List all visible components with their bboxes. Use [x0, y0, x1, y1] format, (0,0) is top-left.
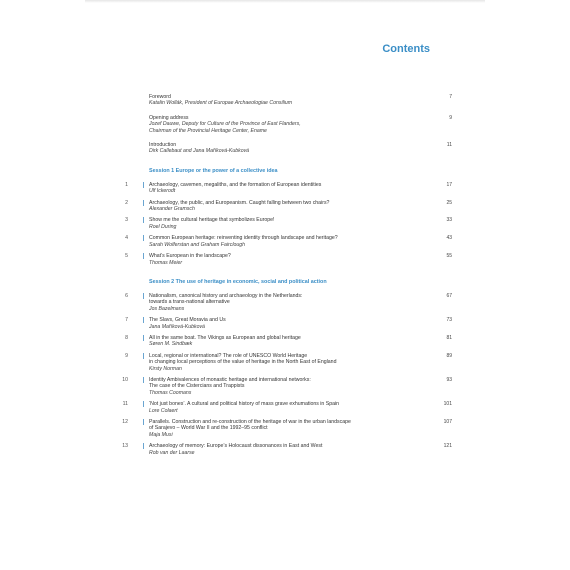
entry-divider-bar — [143, 253, 144, 259]
page-edge-shadow — [85, 0, 485, 3]
entry-author: Roel During — [149, 223, 177, 230]
entry-title-line: Archaeology, cavemen, megaliths, and the formation of European identities — [149, 181, 322, 188]
entry-divider-bar — [143, 200, 144, 206]
entry-page-number: 43 — [446, 235, 452, 242]
entry-author: Kirsty Norman — [149, 365, 182, 372]
entry-title-line: Introduction — [149, 142, 177, 149]
entry-body — [130, 182, 452, 195]
entry-author: Jana Maříková-Kubková — [149, 323, 205, 330]
entry-divider-bar — [143, 377, 144, 383]
entry-number: 3 — [125, 217, 128, 224]
entry-title-line: Parallels. Construction and re-construction of the heritage of war in the urban landscape — [149, 419, 351, 425]
page-title: Contents — [382, 43, 430, 55]
toc-entry — [122, 401, 452, 414]
entry-page-number: 73 — [446, 317, 452, 324]
entry-body — [130, 200, 452, 213]
entry-page-number: 81 — [446, 334, 452, 341]
entry-number: 7 — [125, 317, 128, 324]
toc-entry — [125, 334, 452, 348]
toc-entry — [122, 376, 452, 396]
table-of-contents — [122, 94, 452, 461]
entry-page-number: 121 — [443, 443, 452, 450]
entry-body — [130, 335, 452, 348]
entry-author: Maja Musi — [149, 431, 173, 438]
entry-page-number: 33 — [446, 217, 452, 224]
entry-title-line: The case of the Cistercians and Trappists — [149, 383, 245, 390]
entry-divider-bar — [143, 235, 144, 241]
entry-divider-bar — [143, 353, 144, 359]
entry-body — [130, 443, 452, 456]
entry-page-number: 93 — [446, 376, 452, 383]
entry-author: Søren M. Sindbæk — [149, 341, 193, 348]
entry-author: Jos Bazelmans — [149, 305, 185, 312]
entry-title-line: of Sarajevo – World War II and the 1992–95 conflict — [149, 425, 268, 432]
entry-title-line: Show me the cultural heritage that symbolizes Europe! — [149, 217, 275, 224]
session-heading: Session 2 The use of heritage in economic, social and political action — [149, 278, 327, 285]
toc-entry — [125, 253, 452, 266]
entry-number: 13 — [122, 443, 128, 450]
toc-entry — [125, 317, 452, 330]
entry-number: 1 — [125, 181, 128, 188]
entry-title-line: What’s European in the landscape? — [149, 253, 231, 260]
entry-title-line: Identity Ambivalences of monastic heritage and international networks: — [149, 376, 311, 383]
entry-author: Alexander Gramsch — [149, 206, 195, 213]
entry-title-line: Chairman of the Provincial Heritage Center, Ename — [149, 127, 267, 134]
entry-page-number: 7 — [449, 94, 452, 100]
entry-page-number: 11 — [446, 142, 452, 149]
entry-body — [130, 419, 452, 438]
entry-divider-bar — [143, 317, 144, 323]
entry-body — [130, 253, 452, 266]
entry-title-line: Archaeology of memory: Europe’s Holocaust dissonances in East and West — [149, 443, 323, 450]
session-heading: Session 1 Europe or the power of a collective idea — [149, 167, 278, 174]
entry-title-line: All in the same boat. The Vikings as European and global heritage — [149, 334, 301, 341]
entry-page-number: 55 — [446, 253, 452, 260]
entry-divider-bar — [143, 293, 144, 299]
entry-number: 4 — [125, 235, 128, 242]
entry-title-line: Opening address — [149, 114, 189, 121]
entry-number: 6 — [125, 292, 128, 299]
toc-entry — [125, 217, 452, 230]
entry-body — [130, 377, 452, 396]
entry-body — [130, 293, 452, 312]
toc-entry — [130, 115, 452, 134]
entry-author: Rob van der Laarse — [149, 449, 195, 456]
entry-title-line: The Slavs, Great Moravia and Us — [149, 317, 226, 324]
entry-number: 12 — [122, 419, 128, 425]
entry-author: Lore Colaert — [149, 407, 178, 414]
entry-body — [130, 217, 452, 230]
entry-author: Thomas Coomans — [149, 389, 192, 396]
toc-entry — [125, 235, 452, 248]
entry-divider-bar — [143, 335, 144, 341]
entry-body — [130, 235, 452, 248]
entry-divider-bar — [143, 217, 144, 223]
entry-number: 8 — [125, 334, 128, 341]
entry-author: Dirk Callebaut and Jana Maříková-Kubková — [149, 148, 250, 155]
toc-entry — [122, 443, 452, 456]
entry-page-number: 101 — [443, 401, 452, 408]
entry-divider-bar — [143, 401, 144, 407]
entry-author: Sarah Wolferstan and Graham Fairclough — [149, 241, 246, 248]
entry-title-line: Local, regional or international? The role of UNESCO World Heritage — [149, 352, 308, 359]
entry-title-line: Foreword — [149, 94, 171, 100]
entry-page-number: 17 — [446, 181, 452, 188]
toc-entry — [122, 419, 452, 438]
entry-title-line: ‘Not just bones’. A cultural and political history of mass grave exhumations in Spain — [149, 401, 340, 408]
entry-page-number: 107 — [443, 419, 452, 425]
entry-divider-bar — [143, 443, 144, 449]
entry-title-line: Archaeology, the public, and Europeanism. Caught falling between two chairs? — [149, 199, 330, 206]
toc-entry — [130, 94, 452, 107]
entry-body — [130, 115, 452, 134]
entry-title-line: in changing local perceptions of the value of heritage in the North East of England — [149, 359, 337, 366]
toc-entry — [130, 142, 452, 155]
toc-entry — [125, 292, 452, 312]
entry-number: 9 — [125, 352, 128, 359]
entry-body — [130, 401, 452, 414]
entry-author: Ulf Ickerodt — [149, 188, 176, 195]
entry-divider-bar — [143, 182, 144, 188]
entry-body — [130, 142, 452, 155]
entry-title-line: Common European heritage: reinventing identity through landscape and heritage? — [149, 235, 338, 242]
entry-page-number: 67 — [446, 292, 452, 299]
entry-author: Katalin Wollák, President of Europae Archaeologiae Consilium — [149, 100, 293, 107]
entry-author: Thomas Meier — [149, 259, 183, 266]
entry-title-line: Jozef Dauwe, Deputy for Culture of the Province of East Flanders, — [149, 121, 301, 128]
entry-number: 11 — [122, 401, 128, 408]
toc-entry — [125, 352, 452, 372]
entry-title-line: towards a trans-national alternative — [149, 299, 230, 306]
entry-number: 10 — [122, 376, 128, 383]
entry-title-line: Nationalism, canonical history and archaeology in the Netherlands: — [149, 292, 303, 299]
entry-body — [130, 353, 452, 372]
entry-body — [130, 317, 452, 330]
entry-number: 2 — [125, 199, 128, 206]
toc-entry — [125, 199, 452, 213]
entry-body — [130, 94, 452, 107]
toc-entry — [125, 181, 452, 195]
entry-page-number: 89 — [446, 352, 452, 359]
entry-page-number: 9 — [449, 114, 452, 121]
entry-number: 5 — [125, 253, 128, 260]
entry-divider-bar — [143, 419, 144, 425]
entry-page-number: 25 — [446, 199, 452, 206]
